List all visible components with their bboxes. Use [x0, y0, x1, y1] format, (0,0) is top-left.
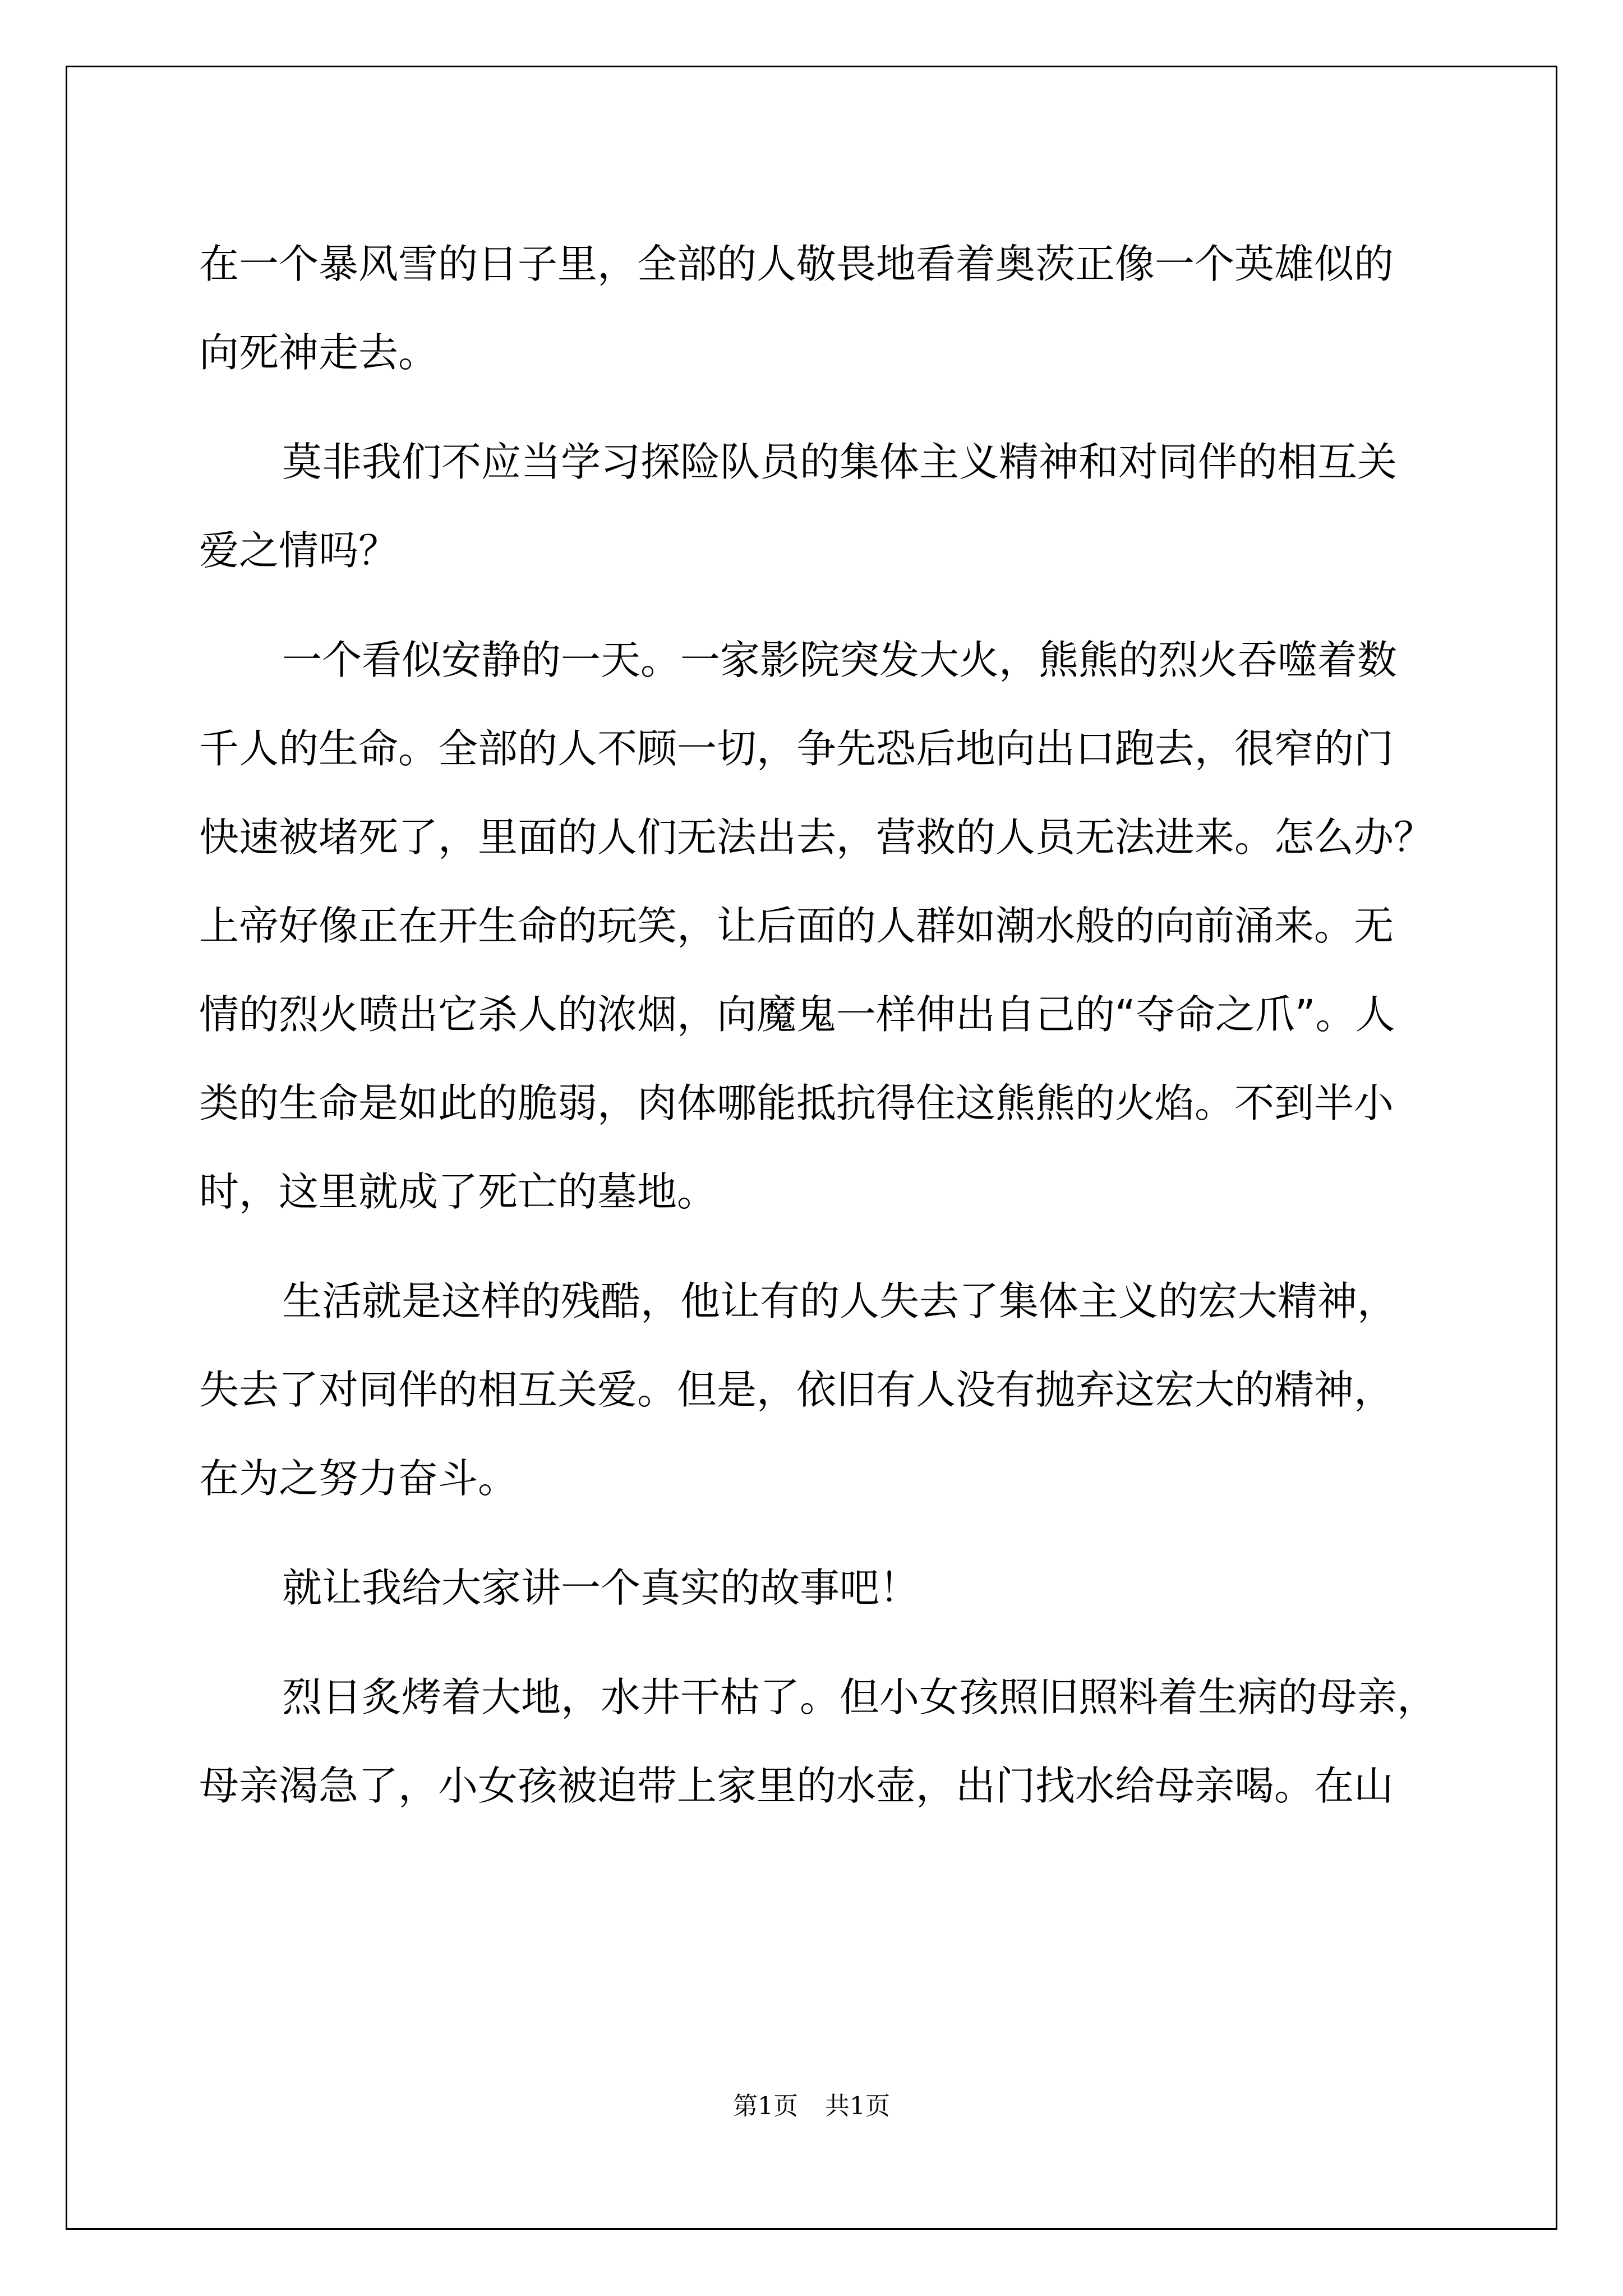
text-line: 在一个暴风雪的日子里，全部的人敬畏地看着奥茨正像一个英雄似的: [199, 241, 1394, 287]
page-number: 第1页: [733, 2092, 798, 2120]
page-footer: [0, 2086, 1623, 2122]
text-line: 情的烈火喷出它杀人的浓烟，向魔鬼一样伸出自己的“夺命之爪”。人: [199, 991, 1395, 1038]
text-line: 失去了对同伴的相互关爱。但是，依旧有人没有抛弃这宏大的精神，: [199, 1366, 1394, 1413]
paragraph-first-line: 莫非我们不应当学习探险队员的集体主义精神和对同伴的相互关: [282, 439, 1398, 485]
paragraph-first-line: 一个看似安静的一天。一家影院突发大火，熊熊的烈火吞噬着数: [282, 637, 1398, 683]
text-line: 向死神走去。: [199, 329, 439, 376]
text-line: 在为之努力奋斗。: [199, 1455, 518, 1502]
text-line: 母亲渴急了，小女孩被迫带上家里的水壶，出门找水给母亲喝。在山: [199, 1763, 1394, 1809]
paragraph-first-line: 烈日炙烤着大地，水井干枯了。但小女孩照旧照料着生病的母亲，: [282, 1674, 1437, 1720]
text-line: 上帝好像正在开生命的玩笑，让后面的人群如潮水般的向前涌来。无: [199, 903, 1394, 949]
paragraph-first-line: 就让我给大家讲一个真实的故事吧！: [282, 1565, 920, 1611]
text-line: 时，这里就成了死亡的墓地。: [199, 1168, 717, 1215]
text-line: 爱之情吗？: [199, 527, 399, 574]
text-line: 千人的生命。全部的人不顾一切，争先恐后地向出口跑去，很窄的门: [199, 725, 1394, 772]
body-text: [199, 220, 1437, 1830]
paragraph-first-line: 生活就是这样的残酷，他让有的人失去了集体主义的宏大精神，: [282, 1278, 1398, 1324]
text-line: 类的生命是如此的脆弱，肉体哪能抵抗得住这熊熊的火焰。不到半小: [199, 1080, 1394, 1126]
text-line: 快速被堵死了，里面的人们无法出去，营救的人员无法进来。怎么办？: [199, 814, 1434, 861]
page-total: 共1页: [825, 2092, 890, 2120]
